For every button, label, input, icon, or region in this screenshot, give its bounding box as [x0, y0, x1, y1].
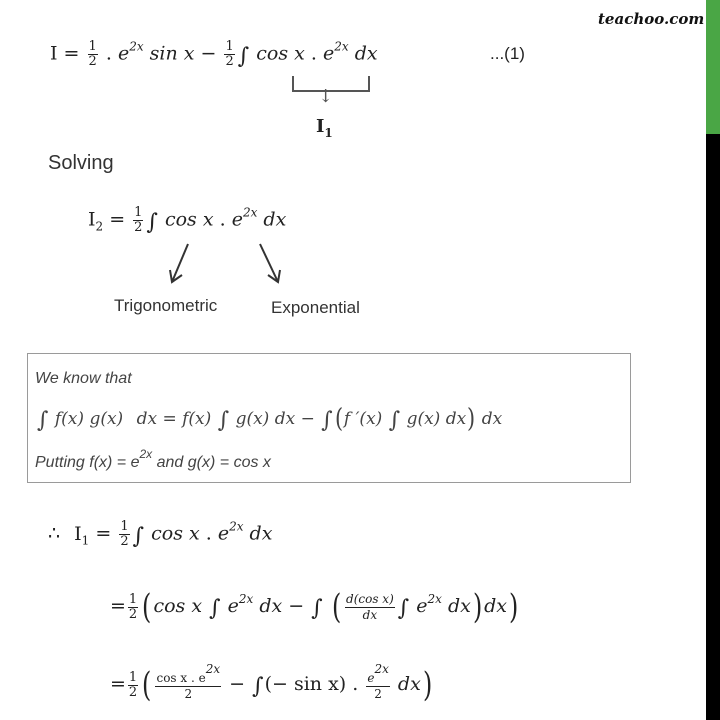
- equation-1: I = $\frac{1}{2}$ . $e^{2x}$ sin x − $\frac{1}{2}$ ∫ cos x . $e^{2x}$ dx: [50, 39, 378, 69]
- therefore-symbol: ∴: [48, 522, 61, 545]
- derivative-fraction: $\frac{\text{d(cos x)}}{dx}$: [346, 591, 394, 622]
- box-formula: ∫ f(x) g(x) dx = f(x) ∫ g(x) dx − ∫(f ′(x) ∫ g(x) dx) dx: [37, 404, 503, 434]
- label-exponential: Exponential: [271, 298, 360, 317]
- step2-equation: = $\frac{1}{2}$ ( cos x ∫ $e^{2x}$ dx − ∫ ( $\frac{\text{d(cos x)}}{dx}$ ∫ $e^{2x}$ dx) dx): [110, 587, 519, 627]
- box-line-putting: Putting $f(x) = e^{2x}$ and g(x) = cos x: [35, 447, 271, 471]
- arrow-down-icon: ↓: [318, 86, 334, 107]
- eq1-lhs: I =: [50, 42, 80, 65]
- step3-fraction: $\frac{\cos x . e^{2x}}{2}$: [156, 661, 221, 701]
- fraction-half: $\frac{1}{2}$: [88, 39, 97, 69]
- fraction-half-2: $\frac{1}{2}$: [225, 39, 234, 69]
- i2-equation: $I_2$ = $\frac{1}{2}$ ∫ cos x . $e^{2x}$ dx: [88, 205, 287, 235]
- box-line-we-know: We know that: [35, 370, 132, 387]
- step3-equation: = $\frac{1}{2}$ ( $\frac{\cos x . e^{2x}}{2}$ − ∫(− sin x) . $\frac{e^{2x}}{2}$ dx): [110, 661, 433, 705]
- integral-sign: ∫: [237, 43, 250, 69]
- i1-label: $I_1$: [316, 116, 333, 140]
- sidebar-accent-green: [706, 0, 720, 134]
- step1-equation: ∴ $I_1$ = $\frac{1}{2}$ ∫ cos x . $e^{2x}$ dx: [48, 519, 273, 549]
- label-trigonometric: Trigonometric: [114, 296, 218, 315]
- equation-tag: ...(1): [490, 44, 525, 63]
- solving-heading: Solving: [48, 152, 114, 174]
- brand-logo: teachoo.com: [598, 10, 705, 28]
- annotation-arrows: [160, 240, 300, 290]
- sidebar-black: [706, 134, 720, 720]
- step3-fraction-2: $\frac{e^{2x}}{2}$: [367, 661, 389, 701]
